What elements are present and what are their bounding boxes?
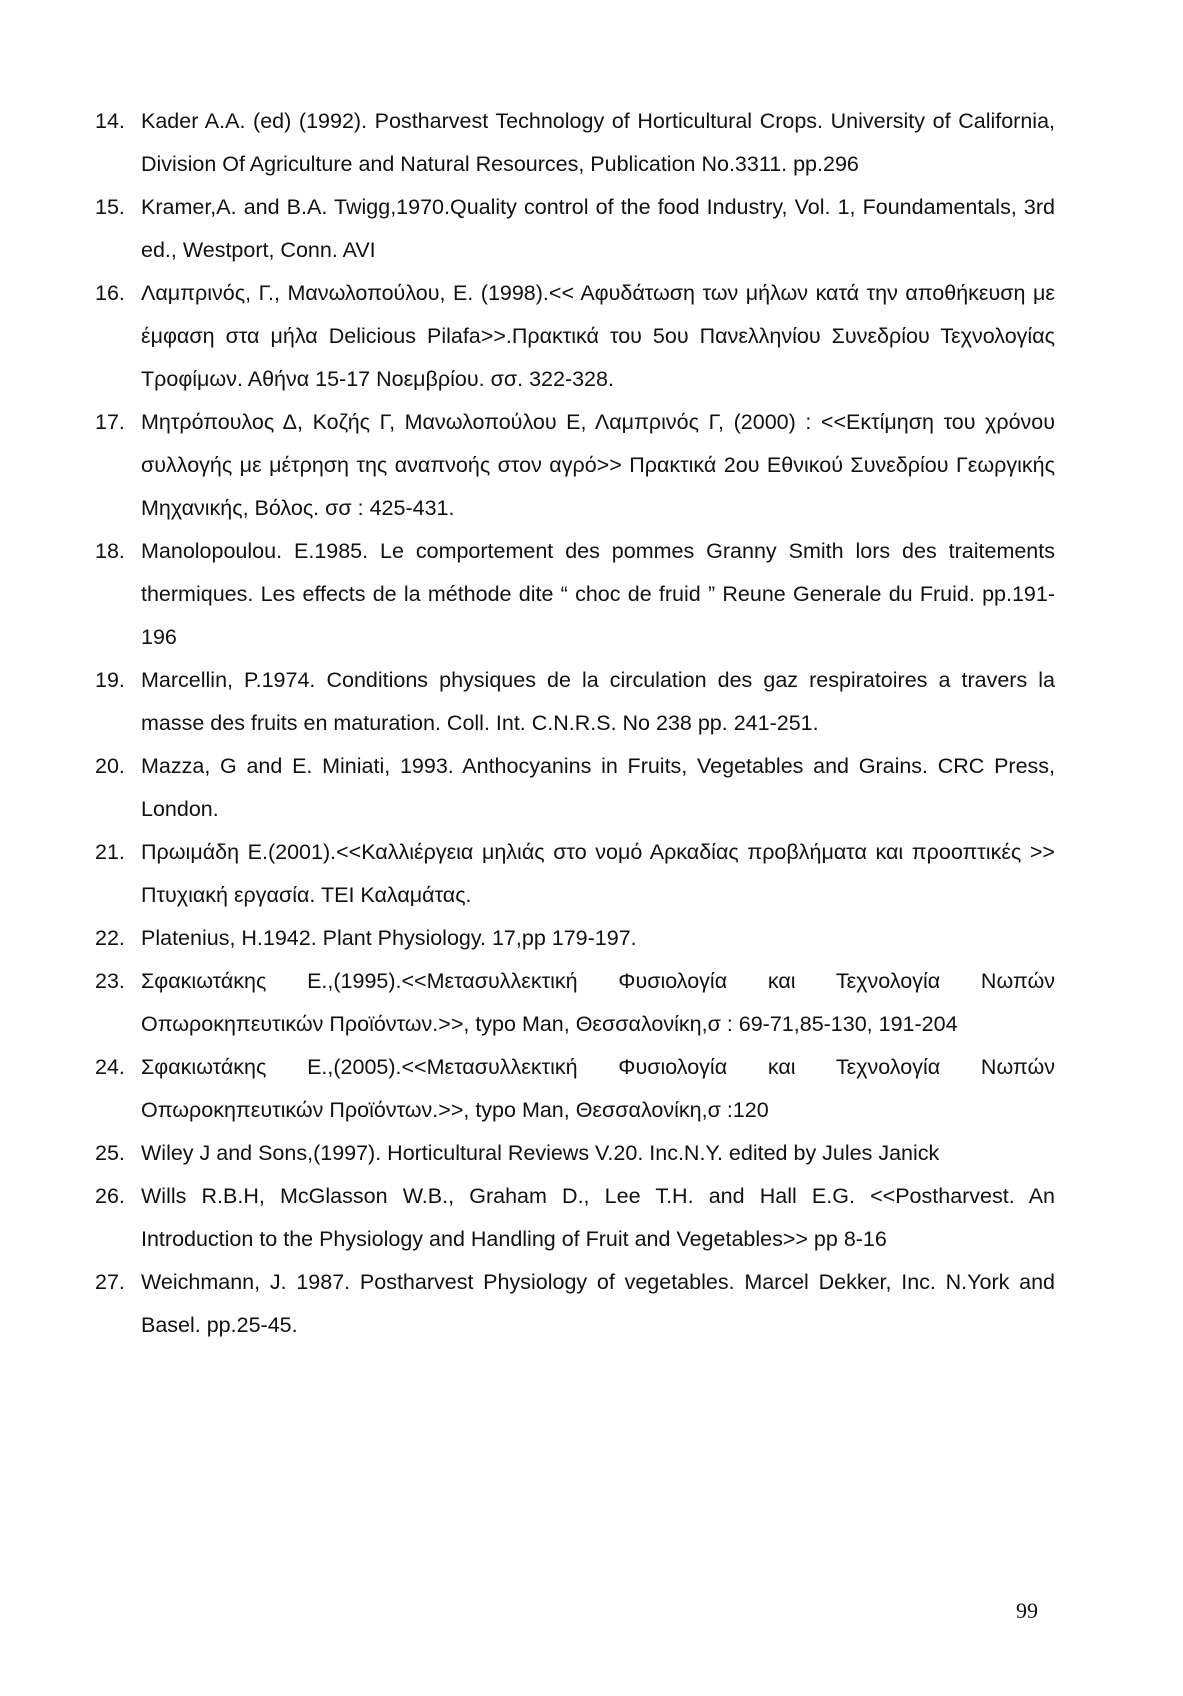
reference-number: 22. [95,926,125,950]
reference-number: 14. [95,109,125,133]
reference-text: Λαμπρινός, Γ., Μανωλοπούλου, Ε. (1998).<< Αφυδάτωση των μήλων κατά την αποθήκευση με έμφαση στα μήλα Delicious Pilafa>>.Πρακτικά του 5ου Πανελληνίου Συνεδρίου Τεχνολογίας Τροφίμων. Αθήνα 15-17 Νοεμβρίου. σσ. 322-328. [141,281,1055,391]
reference-number: 15. [95,195,125,219]
reference-text: Kramer,A. and B.A. Twigg,1970.Quality control of the food Industry, Vol. 1, Foundamentals, 3rd ed., Westport, Conn. AVI [141,195,1055,262]
reference-number: 16. [95,281,125,305]
reference-text: Platenius, H.1942. Plant Physiology. 17,pp 179-197. [141,926,637,950]
reference-text: Σφακιωτάκης Ε.,(1995).<<Μετασυλλεκτική Φυσιολογία και Τεχνολογία Νωπών Οπωροκηπευτικών Προϊόντων.>>, typo Man, Θεσσαλονίκη,σ : 69-71,85-130, 191-204 [141,969,1055,1036]
reference-item-17 [95,401,1055,530]
reference-number: 23. [95,969,125,993]
reference-number: 25. [95,1141,125,1165]
reference-number: 21. [95,840,125,864]
reference-number: 20. [95,754,125,778]
reference-text: Manolopoulou. E.1985. Le comportement des pommes Granny Smith lors des traitements thermiques. Les effects de la méthode dite “ choc de fruid ” Reune Generale du Fruid. pp.191-196 [141,539,1055,649]
reference-text: Wiley J and Sons,(1997). Horticultural Reviews V.20. Inc.N.Y. edited by Jules Janick [141,1141,940,1165]
reference-text: Marcellin, P.1974. Conditions physiques de la circulation des gaz respiratoires a travers la masse des fruits en maturation. Coll. Int. C.N.R.S. No 238 pp. 241-251. [141,668,1055,735]
reference-text: Wills R.B.H, McGlasson W.B., Graham D., Lee T.H. and Hall E.G. <<Postharvest. An Introduction to the Physiology and Handling of Fruit and Vegetables>> pp 8-16 [141,1184,1055,1251]
reference-number: 17. [95,410,125,434]
reference-number: 19. [95,668,125,692]
reference-item-25 [95,1132,1055,1175]
reference-text: Πρωιμάδη Ε.(2001).<<Καλλιέργεια μηλιάς στο νομό Αρκαδίας προβλήματα και προοπτικές >> Πτυχιακή εργασία. ΤΕΙ Καλαμάτας. [141,840,1055,907]
reference-item-14 [95,100,1055,186]
reference-text: Mazza, G and E. Miniati, 1993. Anthocyanins in Fruits, Vegetables and Grains. CRC Press, London. [141,754,1055,821]
reference-text: Σφακιωτάκης Ε.,(2005).<<Μετασυλλεκτική Φυσιολογία και Τεχνολογία Νωπών Οπωροκηπευτικών Προϊόντων.>>, typo Man, Θεσσαλονίκη,σ :120 [141,1055,1055,1122]
reference-number: 18. [95,539,125,563]
reference-list [95,100,1055,1347]
page-number: 99 [1016,1598,1038,1623]
reference-item-16 [95,272,1055,401]
reference-item-21 [95,831,1055,917]
reference-text: Μητρόπουλος Δ, Κοζής Γ, Μανωλοπούλου Ε, Λαμπρινός Γ, (2000) : <<Εκτίμηση του χρόνου συλλογής με μέτρηση της αναπνοής στον αγρό>> Πρακτικά 2ου Εθνικού Συνεδρίου Γεωργικής Μηχανικής, Βόλος. σσ : 425-431. [141,410,1055,520]
reference-item-23 [95,960,1055,1046]
reference-item-24 [95,1046,1055,1132]
reference-item-27 [95,1261,1055,1347]
reference-item-22 [95,917,1055,960]
reference-number: 26. [95,1184,125,1208]
reference-text: Weichmann, J. 1987. Postharvest Physiology of vegetables. Marcel Dekker, Inc. N.York and Basel. pp.25-45. [141,1270,1055,1337]
reference-item-18 [95,530,1055,659]
reference-item-20 [95,745,1055,831]
reference-item-26 [95,1175,1055,1261]
reference-text: Kader A.A. (ed) (1992). Postharvest Technology of Horticultural Crops. University of California, Division Of Agriculture and Natural Resources, Publication No.3311. pp.296 [141,109,1055,176]
reference-number: 27. [95,1270,125,1294]
reference-number: 24. [95,1055,125,1079]
reference-item-15 [95,186,1055,272]
reference-item-19 [95,659,1055,745]
